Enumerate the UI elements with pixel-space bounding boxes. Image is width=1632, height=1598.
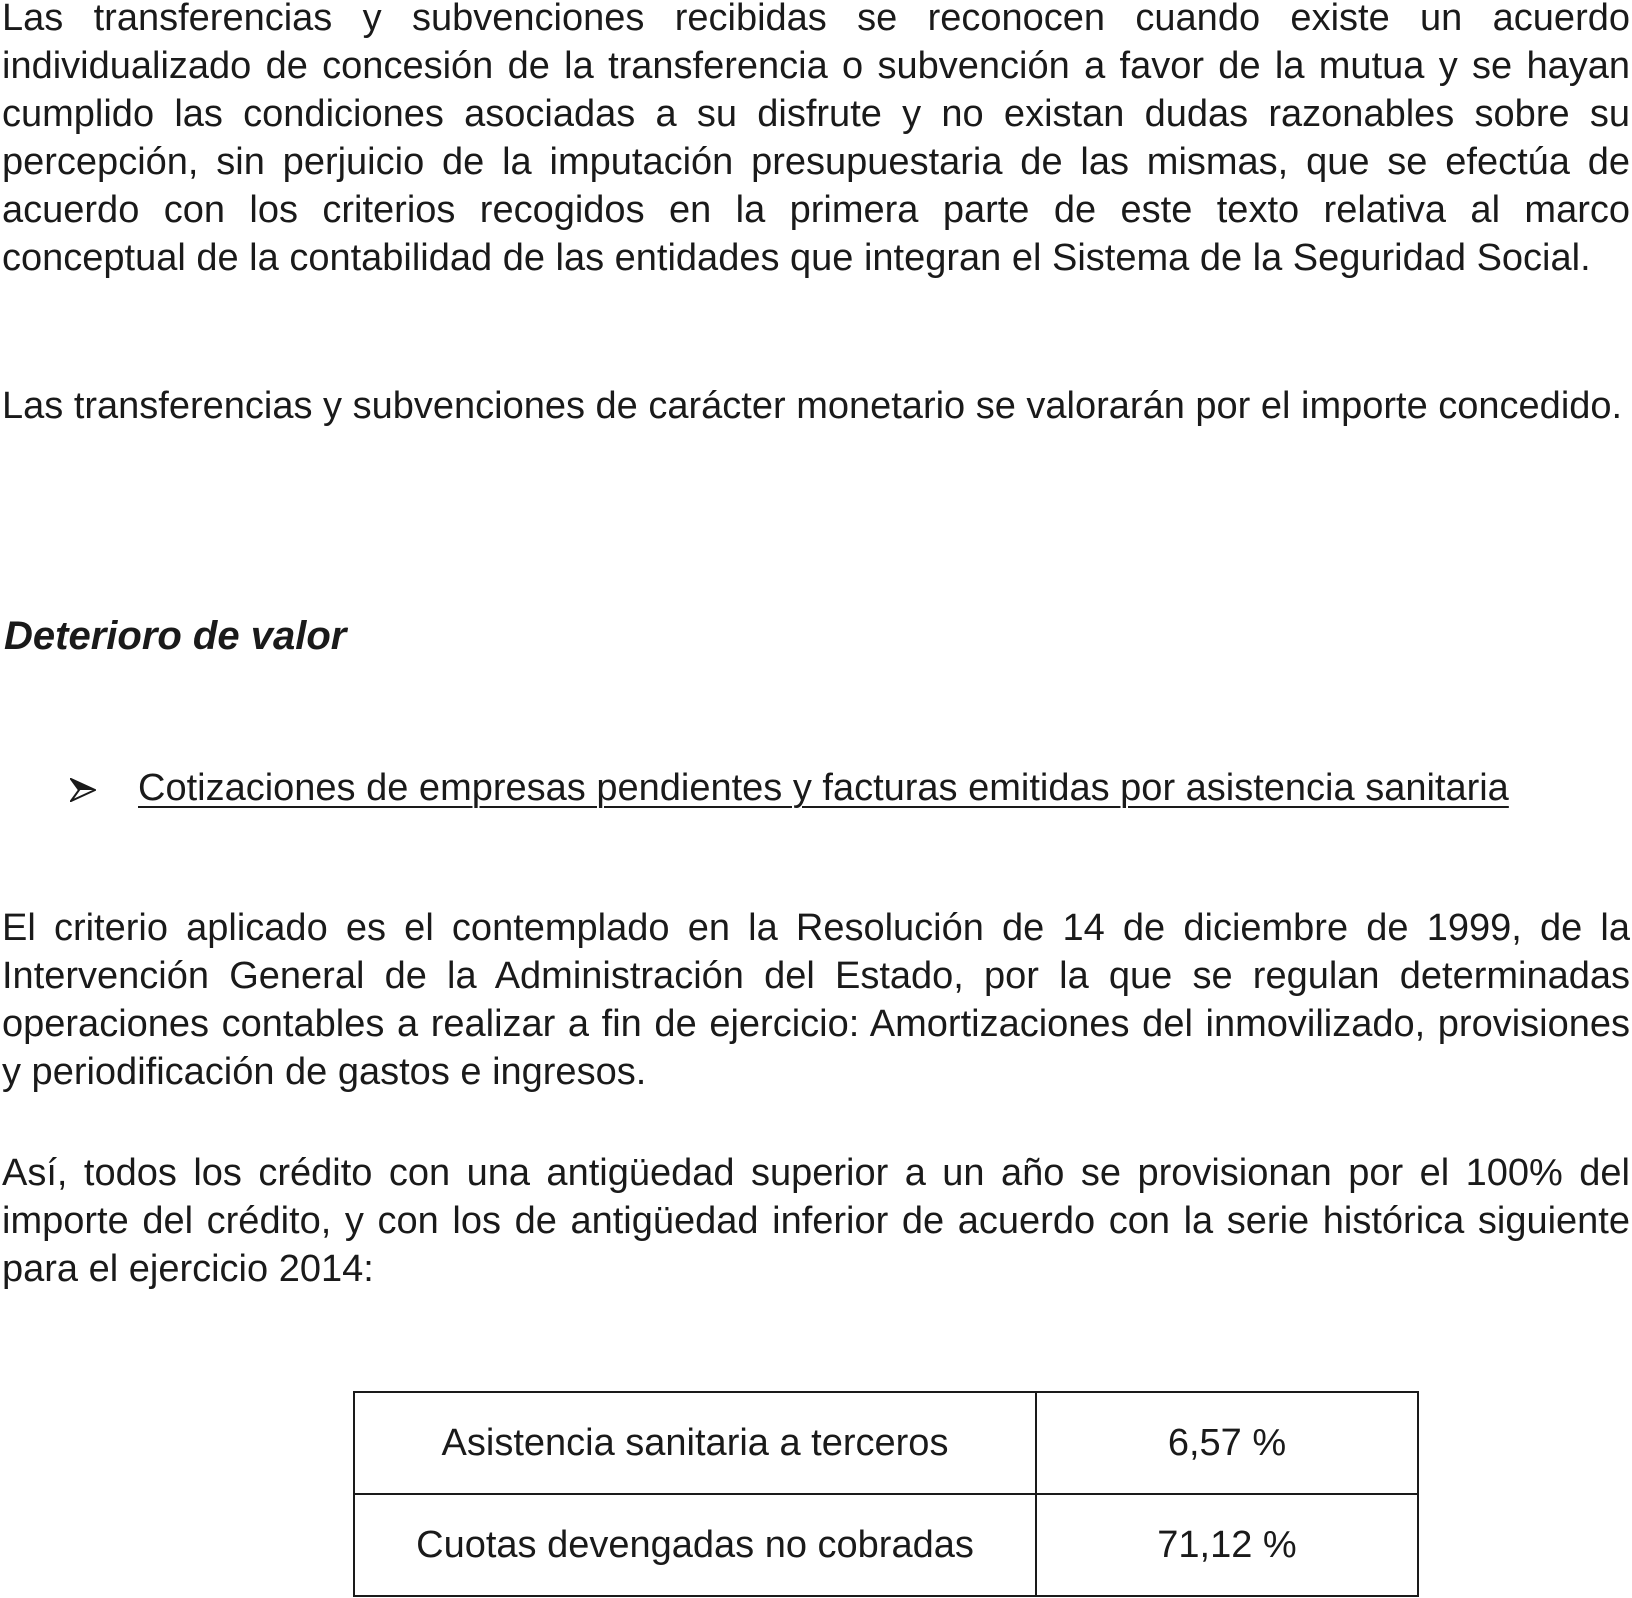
table-cell-label: Asistencia sanitaria a terceros [354, 1392, 1036, 1494]
table-cell-value: 71,12 % [1036, 1494, 1418, 1596]
paragraph-transferencias-reconocimiento: Las transferencias y subvenciones recibidas se reconocen cuando existe un acuerdo individualizado de concesión de la transferencia o subvención a favor de la mutua y se hayan cumplido las condiciones asociadas a su disfrute y no existan dudas razonables sobre su percepción, sin perjuicio de la imputación presupuestaria de las mismas, que se efectúa de acuerdo con los criterios recogidos en la primera parte de este texto relativa al marco conceptual de la contabilidad de las entidades que integran el Sistema de la Seguridad Social. [2, 0, 1630, 279]
table-cell-label: Cuotas devengadas no cobradas [354, 1494, 1036, 1596]
table-row [354, 1392, 1418, 1494]
section-heading-deterioro: Deterioro de valor [4, 614, 347, 658]
paragraph-transferencias-valoracion: Las transferencias y subvenciones de carácter monetario se valorarán por el importe concedido. [2, 385, 1623, 427]
paragraph-provision-creditos: Así, todos los crédito con una antigüedad superior a un año se provisionan por el 100% del importe del crédito, y con los de antigüedad inferior de acuerdo con la serie histórica siguiente para el ejercicio 2014: [2, 1152, 1630, 1290]
bullet-text: Cotizaciones de empresas pendientes y facturas emitidas por asistencia sanitaria [138, 767, 1509, 809]
table-cell-value: 6,57 % [1036, 1392, 1418, 1494]
paragraph-criterio-aplicado: El criterio aplicado es el contemplado en la Resolución de 14 de diciembre de 1999, de la Intervención General de la Administración del Estado, por la que se regulan determinadas operaciones contables a realizar a fin de ejercicio: Amortizaciones del inmovilizado, provisiones y periodificación de gastos e ingresos. [2, 907, 1630, 1093]
arrowhead-bullet-icon [70, 778, 96, 802]
table-row [354, 1494, 1418, 1596]
provision-rates-table [353, 1391, 1419, 1597]
